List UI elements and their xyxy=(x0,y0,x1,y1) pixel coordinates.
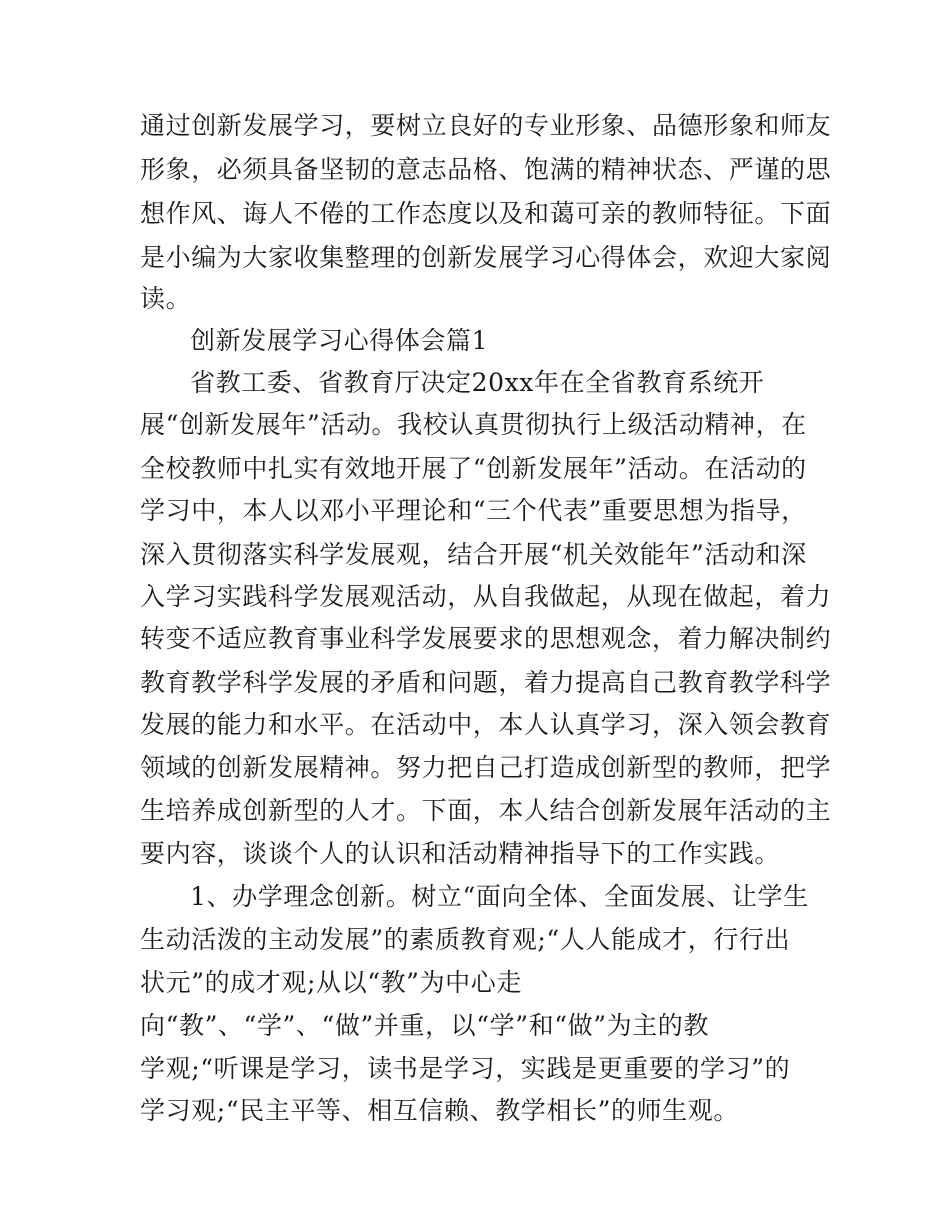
paragraph-line: 想作风、诲人不倦的工作态度以及和蔼可亲的教师特征。下面 xyxy=(140,199,832,228)
paragraph-line: 生培养成创新型的人才。下面，本人结合创新发展年活动的主 xyxy=(140,796,832,825)
paragraph-line: 读。 xyxy=(140,284,192,313)
paragraph-line: 领域的创新发展精神。努力把自己打造成创新型的教师，把学 xyxy=(140,753,832,782)
section-heading: 创新发展学习心得体会篇1 xyxy=(190,326,489,355)
paragraph-line: 入学习实践科学发展观活动，从自我做起，从现在做起，着力 xyxy=(140,582,832,611)
paragraph-line: 转变不适应教育事业科学发展要求的思想观念，着力解决制约 xyxy=(140,624,832,653)
paragraph-line: 展“创新发展年”活动。我校认真贯彻执行上级活动精神，在 xyxy=(140,410,807,439)
paragraph-line: 全校教师中扎实有效地开展了“创新发展年”活动。在活动的 xyxy=(140,454,807,483)
paragraph-line: 向“教”、“学”、“做”并重，以“学”和“做”为主的教 xyxy=(140,1011,710,1040)
paragraph-line: 学习观;“民主平等、相互信赖、教学相长”的师生观。 xyxy=(140,1096,739,1125)
paragraph-line: 通过创新发展学习，要树立良好的专业形象、品德形象和师友 xyxy=(140,111,832,140)
paragraph-line: 状元”的成才观;从以“教”为中心走 xyxy=(140,968,522,997)
paragraph-line: 形象，必须具备坚韧的意志品格、饱满的精神状态、严谨的思 xyxy=(140,155,832,184)
paragraph-line: 生动活泼的主动发展”的素质教育观;“人人能成才，行行出 xyxy=(140,925,791,954)
paragraph-line: 深入贯彻落实科学发展观，结合开展“机关效能年”活动和深 xyxy=(140,540,807,569)
paragraph-line: 学习中，本人以邓小平理论和“三个代表”重要思想为指导， xyxy=(140,496,807,525)
paragraph-line: 教育教学科学发展的矛盾和问题，着力提高自己教育教学科学 xyxy=(140,668,832,697)
paragraph-line: 1、办学理念创新。树立“面向全体、全面发展、让学生 xyxy=(190,882,809,911)
paragraph-line: 发展的能力和水平。在活动中，本人认真学习，深入领会教育 xyxy=(140,710,832,739)
paragraph-line: 学观;“听课是学习，读书是学习，实践是更重要的学习”的 xyxy=(140,1054,791,1083)
paragraph-line: 是小编为大家收集整理的创新发展学习心得体会，欢迎大家阅 xyxy=(140,243,832,272)
paragraph-line: 要内容，谈谈个人的认识和活动精神指导下的工作实践。 xyxy=(140,839,781,868)
paragraph-line: 省教工委、省教育厅决定20xx年在全省教育系统开 xyxy=(190,368,765,397)
